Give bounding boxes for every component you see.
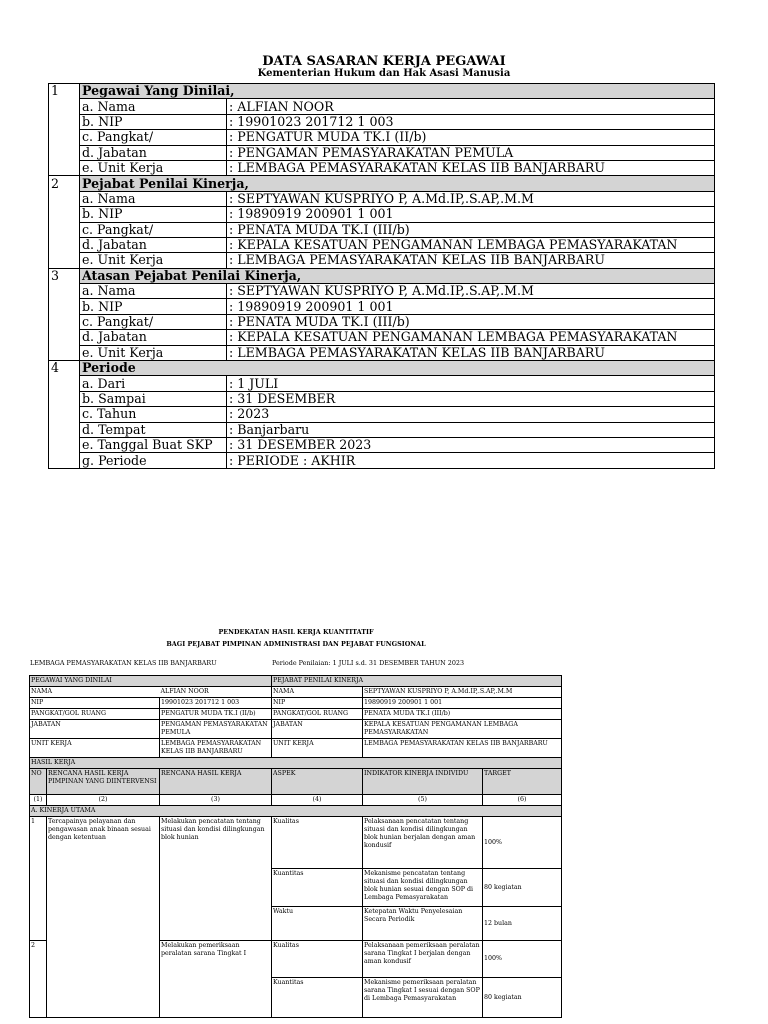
indikator: Pelaksanaan pencatatan tentang situasi dan kondisi dilingkungan blok hunian berjalan dengan aman kondusif	[363, 817, 483, 869]
target: 100%	[483, 941, 562, 978]
info-row	[30, 709, 562, 720]
field-row	[49, 237, 715, 252]
field-label: e. Unit Kerja	[80, 160, 227, 175]
field-value: : LEMBAGA PEMASYARAKATAN KELAS IIB BANJARBARU	[227, 345, 715, 360]
field-row	[49, 145, 715, 160]
column-header: ASPEK	[272, 769, 363, 795]
field-row	[49, 422, 715, 437]
column-header: TARGET	[483, 769, 562, 795]
periode-penilaian-text: Periode Penilaian: 1 JULI s.d. 31 DESEMBER TAHUN 2023	[272, 659, 465, 667]
field-label: a. Nama	[80, 99, 227, 114]
info-value: PENGAMAN PEMASYARAKATAN PEMULA	[160, 720, 272, 739]
section-label: Pegawai Yang Dinilai,	[80, 84, 715, 99]
column-number: (1)	[30, 795, 47, 806]
field-value: : 19890919 200901 1 001	[227, 207, 715, 222]
field-label: c. Pangkat/	[80, 130, 227, 145]
rencana-hasil-kerja: Melakukan pencatatan tentang situasi dan kondisi dilingkungan blok hunian	[160, 817, 272, 941]
info-label: JABATAN	[272, 720, 363, 739]
target: 80 kegiatan	[483, 978, 562, 1018]
info-value: ALFIAN NOOR	[160, 687, 272, 698]
field-row	[49, 453, 715, 468]
target: 80 kegiatan	[483, 869, 562, 907]
section-number: 4	[49, 361, 80, 376]
field-row	[49, 99, 715, 114]
field-label: c. Pangkat/	[80, 222, 227, 237]
column-header: RENCANA HASIL KERJA	[160, 769, 272, 795]
aspek: Kualitas	[272, 817, 363, 869]
field-label: d. Jabatan	[80, 330, 227, 345]
section-label: Pejabat Penilai Kinerja,	[80, 176, 715, 191]
column-header: RENCANA HASIL KERJA PIMPINAN YANG DIINTERVENSI	[47, 769, 160, 795]
column-header: INDIKATOR KINERJA INDIVIDU	[363, 769, 483, 795]
field-value: : LEMBAGA PEMASYARAKATAN KELAS IIB BANJARBARU	[227, 253, 715, 268]
field-value: : SEPTYAWAN KUSPRIYO P, A.Md.IP,.S.AP,.M.M	[227, 191, 715, 206]
info-row	[30, 739, 562, 758]
field-label: c. Tahun	[80, 407, 227, 422]
field-label: g. Periode	[80, 453, 227, 468]
field-value: : PERIODE : AKHIR	[227, 453, 715, 468]
field-label: d. Jabatan	[80, 237, 227, 252]
info-row	[30, 687, 562, 698]
rencana-hasil-kerja: Melakukan pemeriksaan peralatan sarana Tingkat I	[160, 941, 272, 1018]
info-row	[30, 720, 562, 739]
field-label: e. Unit Kerja	[80, 253, 227, 268]
pegawai-header: PEGAWAI YANG DINILAI	[30, 676, 272, 687]
info-row	[30, 698, 562, 709]
lower-subtitle: BAGI PEJABAT PIMPINAN ADMINISTRASI DAN PEJABAT FUNGSIONAL	[166, 640, 426, 648]
info-value: PENGATUR MUDA TK.I (II/b)	[160, 709, 272, 720]
field-label: b. Sampai	[80, 391, 227, 406]
column-number: (2)	[47, 795, 160, 806]
target: 100%	[483, 817, 562, 869]
field-row	[49, 314, 715, 329]
field-value: : PENATA MUDA TK.I (III/b)	[227, 222, 715, 237]
info-label: UNIT KERJA	[272, 739, 363, 758]
field-label: c. Pangkat/	[80, 314, 227, 329]
section-header	[49, 361, 715, 376]
table-row	[30, 817, 562, 869]
aspek: Waktu	[272, 907, 363, 941]
field-value: : 2023	[227, 407, 715, 422]
field-label: e. Tanggal Buat SKP	[80, 437, 227, 452]
field-row	[49, 207, 715, 222]
info-label: PANGKAT/GOL RUANG	[272, 709, 363, 720]
info-label: NAMA	[30, 687, 160, 698]
field-label: d. Tempat	[80, 422, 227, 437]
field-value: : 31 DESEMBER	[227, 391, 715, 406]
field-value: : PENGATUR MUDA TK.I (II/b)	[227, 130, 715, 145]
column-number: (4)	[272, 795, 363, 806]
info-value: 19901023 201712 1 003	[160, 698, 272, 709]
aspek: Kuantitas	[272, 978, 363, 1018]
field-value: : 31 DESEMBER 2023	[227, 437, 715, 452]
field-value: : KEPALA KESATUAN PENGAMANAN LEMBAGA PEMASYARAKATAN	[227, 237, 715, 252]
field-label: e. Unit Kerja	[80, 345, 227, 360]
column-number: (5)	[363, 795, 483, 806]
field-value: : 1 JULI	[227, 376, 715, 391]
field-value: : SEPTYAWAN KUSPRIYO P, A.Md.IP,.S.AP,.M.M	[227, 284, 715, 299]
field-row	[49, 160, 715, 175]
field-row	[49, 114, 715, 129]
field-row	[49, 299, 715, 314]
document-title: DATA SASARAN KERJA PEGAWAI	[262, 54, 506, 69]
field-row	[49, 330, 715, 345]
field-value: : KEPALA KESATUAN PENGAMANAN LEMBAGA PEMASYARAKATAN	[227, 330, 715, 345]
field-label: a. Dari	[80, 376, 227, 391]
rencana-pimpinan: Tercapainya pelayanan dan pengawasan anak binaan sesuai dengan ketentuan	[47, 817, 160, 1018]
field-label: a. Nama	[80, 284, 227, 299]
item-number: 1	[30, 817, 47, 941]
field-row	[49, 407, 715, 422]
indikator: Pelaksanaan pemeriksaan peralatan sarana Tingkat I berjalan dengan aman kondusif	[363, 941, 483, 978]
field-label: b. NIP	[80, 299, 227, 314]
section-header	[49, 268, 715, 283]
info-value: 19890919 200901 1 001	[363, 698, 562, 709]
info-label: NAMA	[272, 687, 363, 698]
indikator: Ketepatan Waktu Penyelesaian Secara Periodik	[363, 907, 483, 941]
document-subtitle: Kementerian Hukum dan Hak Asasi Manusia	[257, 68, 511, 79]
field-value: : 19901023 201712 1 003	[227, 114, 715, 129]
field-row	[49, 253, 715, 268]
target: 12 bulan	[483, 907, 562, 941]
field-value: : LEMBAGA PEMASYARAKATAN KELAS IIB BANJARBARU	[227, 160, 715, 175]
field-value: : Banjarbaru	[227, 422, 715, 437]
field-row	[49, 376, 715, 391]
info-label: UNIT KERJA	[30, 739, 160, 758]
field-value: : 19890919 200901 1 001	[227, 299, 715, 314]
info-label: PANGKAT/GOL RUANG	[30, 709, 160, 720]
section-number: 1	[49, 84, 80, 99]
section-label: Periode	[80, 361, 715, 376]
hasil-kerja-header: HASIL KERJA	[30, 758, 562, 769]
section-number: 3	[49, 268, 80, 283]
section-number: 2	[49, 176, 80, 191]
field-label: a. Nama	[80, 191, 227, 206]
section-header	[49, 176, 715, 191]
field-value: : ALFIAN NOOR	[227, 99, 715, 114]
field-label: b. NIP	[80, 114, 227, 129]
info-value: LEMBAGA PEMASYARAKATAN KELAS IIB BANJARBARU	[160, 739, 272, 758]
field-row	[49, 222, 715, 237]
info-value: PENATA MUDA TK.I (III/b)	[363, 709, 562, 720]
item-number: 2	[30, 941, 47, 1018]
sasaran-kerja-table	[48, 83, 715, 469]
column-header: NO	[30, 769, 47, 795]
indikator: Mekanisme pemeriksaan peralatan sarana Tingkat I sesuai dengan SOP di Lembaga Pemasyarakatan	[363, 978, 483, 1018]
aspek: Kualitas	[272, 941, 363, 978]
pejabat-header: PEJABAT PENILAI KINERJA	[272, 676, 562, 687]
info-value: KEPALA KESATUAN PENGAMANAN LEMBAGA PEMASYARAKATAN	[363, 720, 562, 739]
field-row	[49, 191, 715, 206]
info-value: LEMBAGA PEMASYARAKATAN KELAS IIB BANJARBARU	[363, 739, 562, 758]
kinerja-utama-header: A. KINERJA UTAMA	[30, 806, 562, 817]
field-label: d. Jabatan	[80, 145, 227, 160]
column-number: (3)	[160, 795, 272, 806]
hasil-kerja-table	[29, 675, 562, 1018]
field-value: : PENGAMAN PEMASYARAKATAN PEMULA	[227, 145, 715, 160]
section-label: Atasan Pejabat Penilai Kinerja,	[80, 268, 715, 283]
info-label: NIP	[30, 698, 160, 709]
section-header	[49, 84, 715, 99]
field-row	[49, 130, 715, 145]
field-row	[49, 391, 715, 406]
field-value: : PENATA MUDA TK.I (III/b)	[227, 314, 715, 329]
aspek: Kuantitas	[272, 869, 363, 907]
info-label: NIP	[272, 698, 363, 709]
lower-title: PENDEKATAN HASIL KERJA KUANTITATIF	[218, 628, 374, 636]
indikator: Mekanisme pencatatan tentang situasi dan kondisi dilingkungan blok hunian sesuai dengan SOP di Lembaga Pemasyarakatan	[363, 869, 483, 907]
field-row	[49, 345, 715, 360]
field-row	[49, 284, 715, 299]
field-row	[49, 437, 715, 452]
unit-kerja-text: LEMBAGA PEMASYARAKATAN KELAS IIB BANJARBARU	[30, 659, 217, 667]
column-number: (6)	[483, 795, 562, 806]
info-value: SEPTYAWAN KUSPRIYO P, A.Md.IP,.S.AP,.M.M	[363, 687, 562, 698]
info-label: JABATAN	[30, 720, 160, 739]
field-label: b. NIP	[80, 207, 227, 222]
